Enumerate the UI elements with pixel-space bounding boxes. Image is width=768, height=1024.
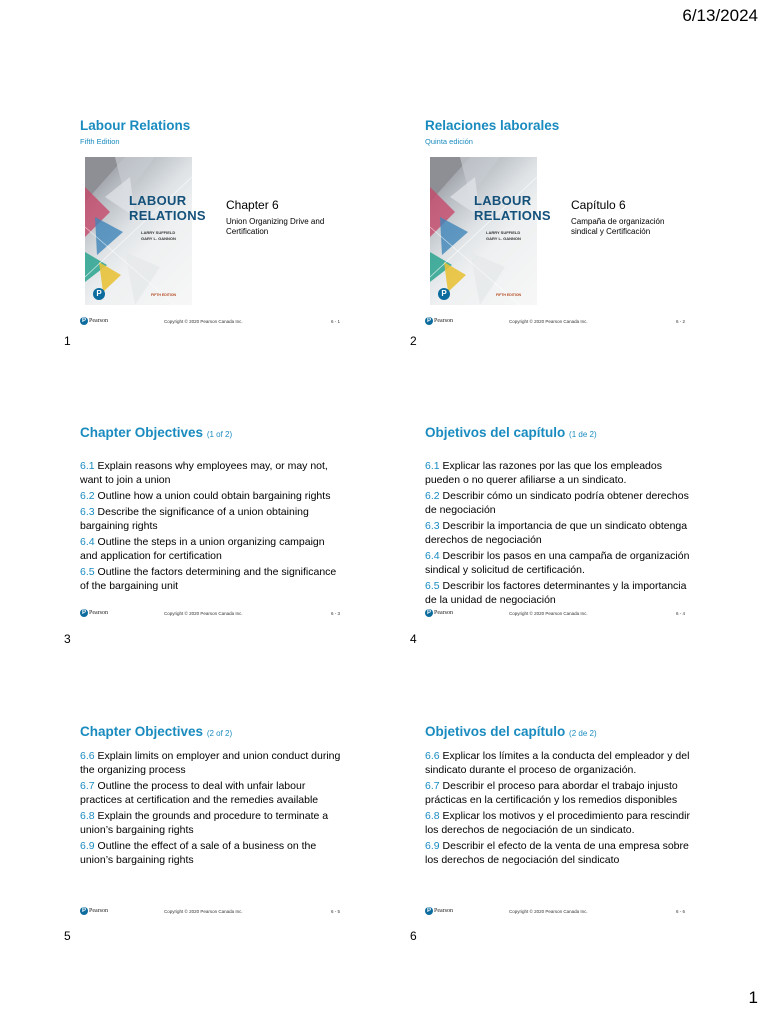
cover-title: LABOUR RELATIONS — [474, 193, 551, 223]
pearson-logo-icon: P — [438, 288, 450, 300]
list-item: 6.9 Outline the effect of a sale of a business on the union’s bargaining rights — [80, 840, 317, 866]
book-cover — [85, 157, 206, 305]
slide-number: 6 - 5 — [331, 909, 341, 914]
pearson-logo-icon: P — [93, 288, 105, 300]
slide-footer — [425, 317, 697, 329]
slide-footer — [80, 907, 352, 919]
slide-title: Labour Relations — [80, 118, 191, 133]
cover-art — [85, 157, 192, 305]
list-item: 6.8 Explain the grounds and procedure to terminate a union’s bargaining rights — [80, 810, 329, 836]
chapter-label: Chapter 6 — [226, 198, 279, 212]
cover-edition: FIFTH EDITION — [151, 293, 177, 297]
slide-title: Chapter Objectives (1 of 2) — [80, 425, 233, 440]
pearson-logo-icon: P Pearson — [81, 908, 108, 914]
slide-label: 1 — [64, 334, 71, 348]
list-item: 6.1 Explain reasons why employees may, or may not, want to join a union — [80, 460, 328, 486]
slide-number: 6 - 6 — [676, 909, 686, 914]
list-item: 6.4 Outline the steps in a union organizing campaign and application for certification — [80, 536, 325, 562]
list-item: 6.1 Explicar las razones por las que los empleados pueden o no querer afiliarse a un sindicato. — [425, 460, 662, 486]
list-item: 6.9 Describir el efecto de la venta de una empresa sobre los derechos de negociación del sindicato — [425, 840, 689, 866]
edition-label: Quinta edición — [425, 137, 473, 146]
list-item: 6.4 Describir los pasos en una campaña de organización sindical y solicitud de certificación. — [425, 550, 690, 576]
slide-4 — [425, 425, 697, 640]
slide-footer — [425, 609, 697, 621]
book-cover — [430, 157, 551, 305]
pearson-logo-icon: P Pearson — [81, 318, 108, 324]
slide-number: 6 - 3 — [331, 611, 341, 616]
slide-footer — [80, 317, 352, 329]
copyright: Copyright © 2020 Pearson Canada Inc. — [164, 319, 243, 324]
slide-number: 6 - 4 — [676, 611, 686, 616]
edition-label: Fifth Edition — [80, 137, 120, 146]
slide-label: 6 — [410, 929, 417, 943]
cover-edition: FIFTH EDITION — [496, 293, 522, 297]
cover-authors: LARRY SUFFIELD GARY L. GANNON — [486, 230, 521, 241]
chapter-label: Capítulo 6 — [571, 198, 626, 212]
list-item: 6.2 Outline how a union could obtain bargaining rights — [80, 490, 331, 502]
pearson-logo-icon: P Pearson — [81, 610, 108, 616]
list-item: 6.7 Outline the process to deal with unfair labour practices at certification and the remedies available — [80, 780, 319, 806]
chapter-subtitle: Union Organizing Drive and Certification — [226, 217, 325, 236]
pearson-logo-icon: P Pearson — [426, 610, 453, 616]
chapter-subtitle: Campaña de organización sindical y Certificación — [571, 217, 665, 236]
list-item: 6.5 Describir los factores determinantes y la importancia de la unidad de negociación — [425, 580, 687, 606]
slide-6 — [425, 724, 697, 939]
cover-title: LABOUR RELATIONS — [129, 193, 206, 223]
pearson-logo-icon: P Pearson — [426, 908, 453, 914]
copyright: Copyright © 2020 Pearson Canada Inc. — [164, 611, 243, 616]
pearson-logo-icon: P Pearson — [426, 318, 453, 324]
copyright: Copyright © 2020 Pearson Canada Inc. — [164, 909, 243, 914]
copyright: Copyright © 2020 Pearson Canada Inc. — [509, 319, 588, 324]
list-item: 6.3 Describir la importancia de que un sindicato obtenga derechos de negociación — [425, 520, 688, 546]
slide-title: Objetivos del capítulo (1 de 2) — [425, 425, 597, 440]
handout-date: 6/13/2024 — [682, 6, 758, 25]
objectives-list — [425, 749, 690, 869]
copyright: Copyright © 2020 Pearson Canada Inc. — [509, 611, 588, 616]
slide-footer — [425, 907, 697, 919]
slide-title: Relaciones laborales — [425, 118, 560, 133]
cover-art — [430, 157, 537, 305]
slide-title: Chapter Objectives (2 of 2) — [80, 724, 233, 739]
list-item: 6.6 Explicar los límites a la conducta del empleador y del sindicato durante el proceso de organización. — [425, 750, 690, 776]
page-number: 1 — [748, 988, 758, 1007]
slide-1 — [80, 118, 352, 333]
list-item: 6.7 Describir el proceso para abordar el trabajo injusto prácticas en la certificación y los remedios disponibles — [425, 780, 678, 806]
slide-number: 6 - 1 — [331, 319, 341, 324]
copyright: Copyright © 2020 Pearson Canada Inc. — [509, 909, 588, 914]
list-item: 6.6 Explain limits on employer and union conduct during the organizing process — [80, 750, 341, 776]
slide-2 — [425, 118, 697, 333]
list-item: 6.2 Describir cómo un sindicato podría obtener derechos de negociación — [425, 490, 689, 516]
slide-footer — [80, 609, 352, 621]
list-item: 6.3 Describe the significance of a union obtaining bargaining rights — [80, 506, 309, 532]
objectives-list — [80, 749, 342, 869]
slide-title: Objetivos del capítulo (2 de 2) — [425, 724, 597, 739]
list-item: 6.8 Explicar los motivos y el procedimiento para rescindir los derechos de negociación de un sindicato. — [425, 810, 690, 836]
list-item: 6.5 Outline the factors determining and the significance of the bargaining unit — [80, 566, 337, 592]
slide-5 — [80, 724, 352, 939]
slide-number: 6 - 2 — [676, 319, 686, 324]
slide-label: 2 — [410, 334, 417, 348]
cover-authors: LARRY SUFFIELD GARY L. GANNON — [141, 230, 176, 241]
slide-label: 3 — [64, 632, 71, 646]
slide-3 — [80, 425, 352, 640]
slide-label: 5 — [64, 929, 71, 943]
objectives-list — [80, 459, 342, 595]
slide-label: 4 — [410, 632, 417, 646]
objectives-list — [425, 459, 690, 623]
